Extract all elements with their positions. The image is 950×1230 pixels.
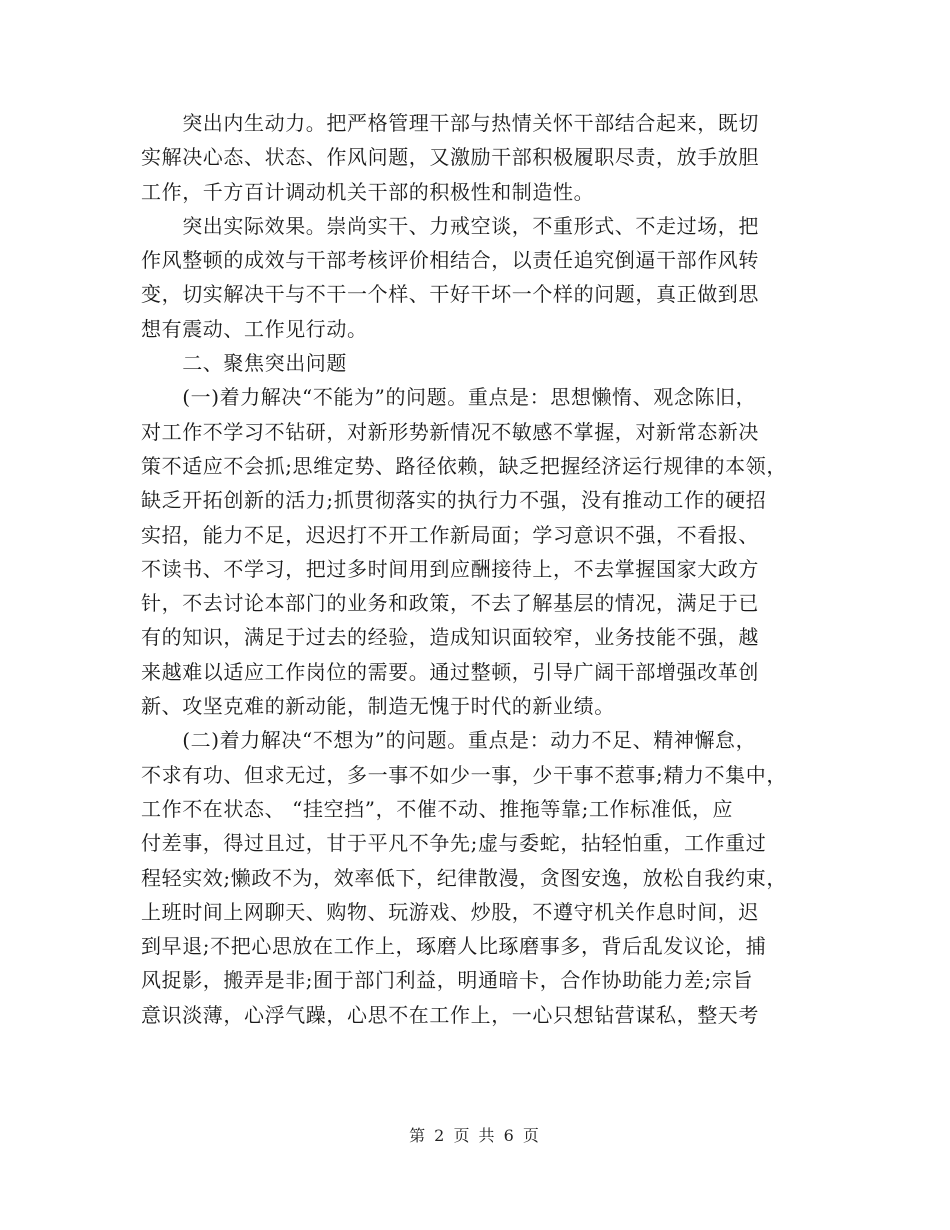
text-line: 缺乏开拓创新的活力;抓贯彻落实的执行力不强，没有推动工作的硬招 [141, 488, 767, 513]
text-line: 新、攻坚克难的新动能，制造无愧于时代的新业绩。 [141, 694, 615, 719]
body-text [141, 106, 811, 1032]
text-line: 工作不在状态、 “挂空挡”，不催不动、推拖等靠;工作标准低，应 [141, 796, 734, 821]
text-line: 变，切实解决干与不干一个样、干好干坏一个样的问题，真正做到思 [141, 282, 759, 307]
text-line: 程轻实效;懒政不为，效率低下，纪律散漫，贪图安逸，放松自我约束， [141, 865, 787, 890]
text-line: 实招，能力不足，迟迟打不开工作新局面；学习意识不强，不看报、 [141, 522, 759, 547]
text-line: 针，不去讨论本部门的业务和政策，不去了解基层的情况，满足于已 [141, 591, 759, 616]
text-line: (二)着力解决“不想为”的问题。重点是：动力不足、精神懈怠， [141, 728, 757, 753]
text-line: 作风整顿的成效与干部考核评价相结合，以责任追究倒逼干部作风转 [141, 248, 759, 273]
text-line: 实解决心态、状态、作风问题，又激励干部积极履职尽责，放手放胆 [141, 145, 759, 170]
text-line: 不读书、不学习，把过多时间用到应酬接待上，不去掌握国家大政方 [141, 556, 759, 581]
text-line: 工作，千方百计调动机关干部的积极性和制造性。 [141, 179, 595, 204]
section-heading: 二、聚焦突出问题 [141, 351, 347, 376]
text-line: 策不适应不会抓;思维定势、路径依赖，缺乏把握经济运行规律的本领， [141, 453, 787, 478]
text-line: 突出实际效果。崇尚实干、力戒空谈，不重形式、不走过场，把 [141, 213, 759, 238]
text-line: 突出内生动力。把严格管理干部与热情关怀干部结合起来，既切 [141, 111, 759, 135]
text-line: 想有震动、工作见行动。 [141, 316, 368, 341]
text-line: (一)着力解决“不能为”的问题。重点是：思想懒惰、观念陈旧， [141, 385, 757, 410]
text-line: 来越难以适应工作岗位的需要。通过整顿，引导广阔干部增强改革创 [141, 659, 759, 684]
text-line: 有的知识，满足于过去的经验，造成知识面较窄，业务技能不强，越 [141, 625, 759, 650]
text-line: 风捉影，搬弄是非;囿于部门利益，明通暗卡，合作协助能力差;宗旨 [141, 968, 754, 993]
text-line: 上班时间上网聊天、购物、玩游戏、炒股，不遵守机关作息时间，迟 [141, 899, 759, 924]
text-line: 对工作不学习不钻研，对新形势新情况不敏感不掌握，对新常态新决 [141, 419, 759, 444]
text-line: 意识淡薄，心浮气躁，心思不在工作上，一心只想钻营谋私，整天考 [141, 1002, 759, 1027]
text-line: 付差事，得过且过，甘于平凡不争先;虚与委蛇，拈轻怕重，工作重过 [141, 831, 767, 856]
text-line: 不求有功、但求无过，多一事不如少一事，少干事不惹事;精力不集中， [141, 762, 787, 787]
text-line: 到早退;不把心思放在工作上，琢磨人比琢磨事多，背后乱发议论，捕 [141, 934, 767, 959]
page-number-footer: 第 2 页 共 6 页 [409, 1126, 541, 1145]
